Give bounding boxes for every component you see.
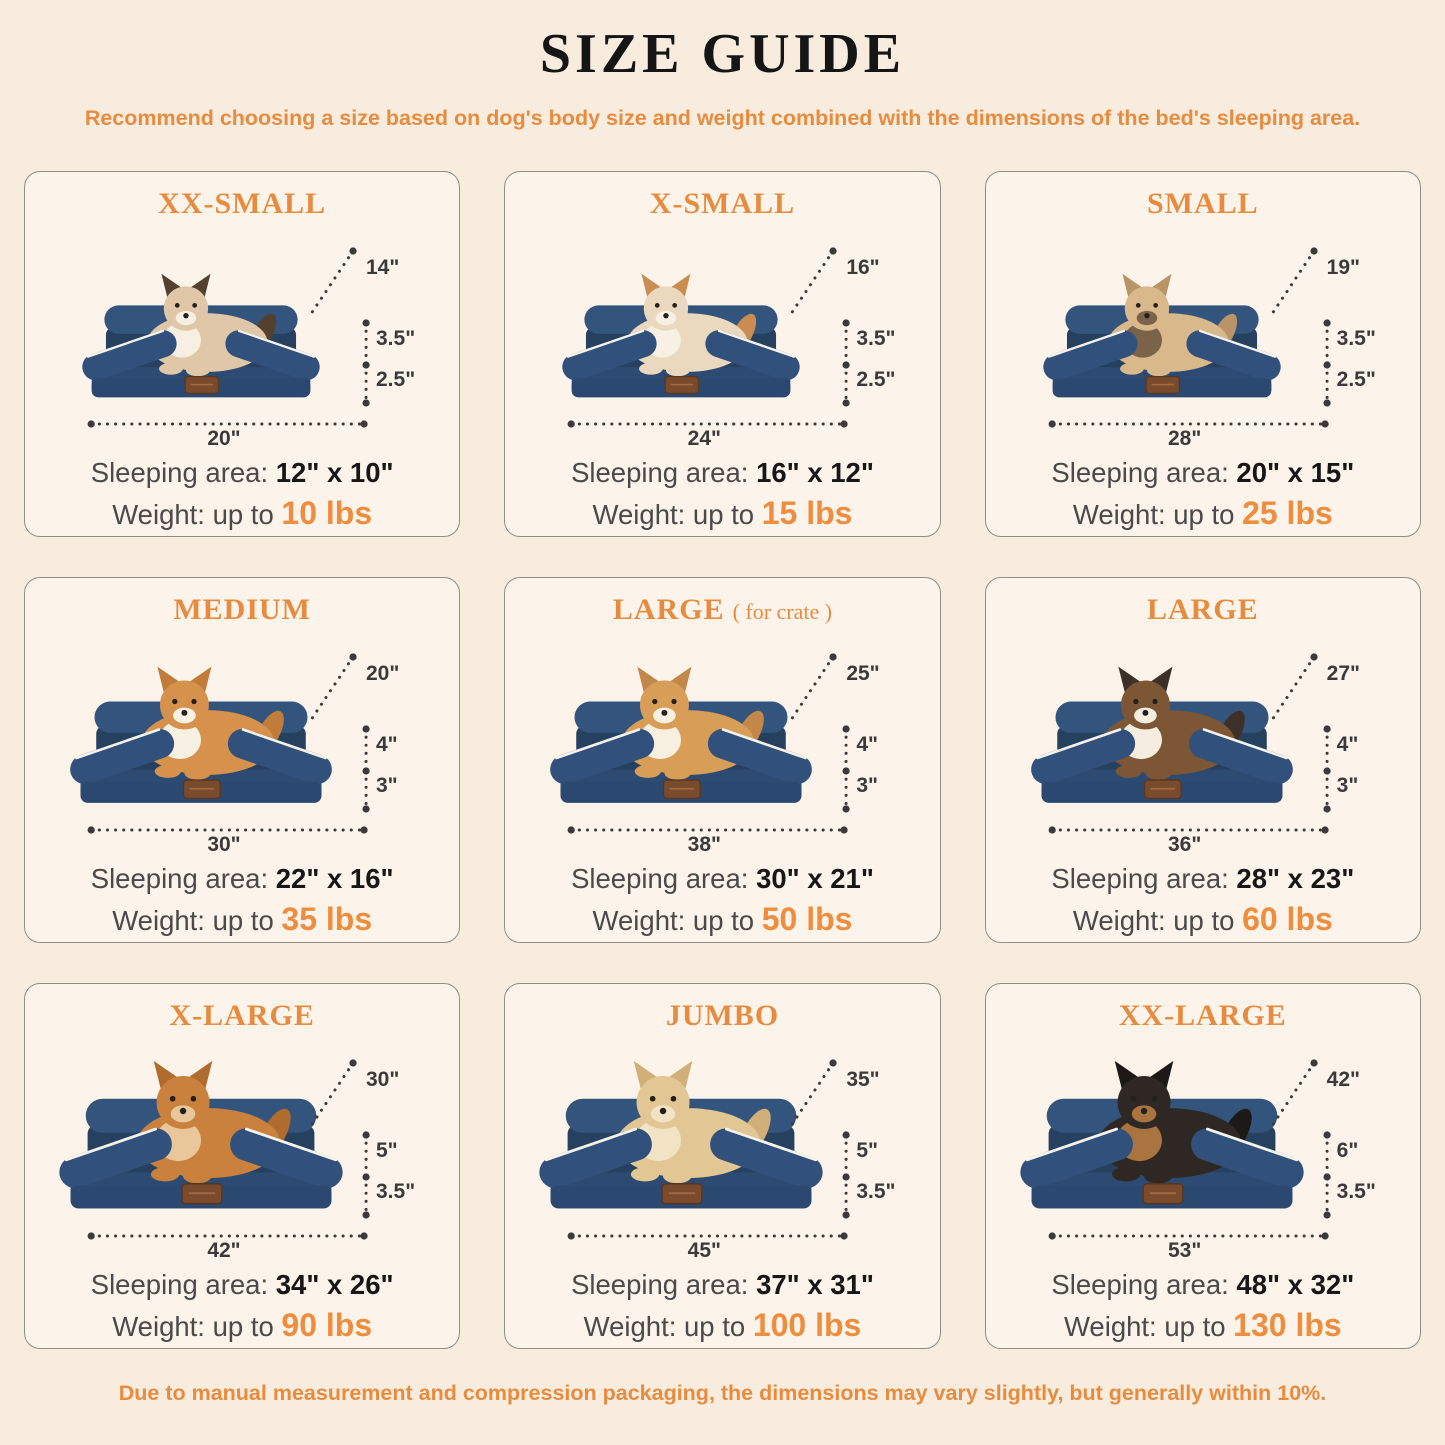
- sleeping-area-value: 34" x 26": [275, 1269, 394, 1300]
- size-name: X-SMALL: [649, 187, 796, 220]
- size-card-title: [519, 998, 925, 1038]
- size-name: JUMBO: [665, 999, 780, 1032]
- header: [0, 0, 1445, 131]
- width-dim-label: 24": [687, 427, 721, 450]
- weight-value: 25 lbs: [1242, 495, 1333, 531]
- size-card-title: [39, 592, 445, 632]
- size-name: LARGE: [1146, 593, 1259, 626]
- bed-scene: [1000, 1038, 1406, 1266]
- weight-value: 15 lbs: [761, 495, 853, 531]
- depth-dim-label: 25": [846, 662, 880, 685]
- size-card-title: [519, 592, 925, 632]
- size-grid: [0, 131, 1445, 1349]
- width-dim-label: 36": [1167, 833, 1202, 856]
- depth-dim-line: [791, 251, 833, 314]
- size-card-title: [1000, 592, 1406, 632]
- depth-dim-label: 27": [1326, 662, 1360, 685]
- weight-value: 35 lbs: [281, 901, 373, 937]
- bed-scene: [1000, 226, 1406, 454]
- depth-dim-label: 20": [366, 662, 400, 685]
- weight-value: 10 lbs: [281, 495, 373, 531]
- bed-scene: [1000, 632, 1406, 860]
- size-card: [24, 577, 460, 943]
- depth-dim-line: [311, 251, 353, 314]
- height2-dim-label: 2.5": [856, 368, 896, 391]
- sleeping-area-label: Sleeping area:: [1051, 1269, 1229, 1300]
- page-title: SIZE GUIDE: [539, 23, 906, 85]
- size-name: XX-SMALL: [158, 187, 327, 220]
- depth-dim-label: 42": [1326, 1068, 1360, 1091]
- height1-dim-label: 3.5": [1336, 327, 1376, 350]
- weight-line: [1000, 492, 1406, 536]
- sleeping-area-value: 48" x 32": [1236, 1269, 1355, 1300]
- sleeping-area-line: [39, 860, 445, 898]
- bed-scene: [519, 1038, 925, 1266]
- size-card-title: [1000, 998, 1406, 1038]
- size-card: [504, 983, 940, 1349]
- size-card-title: [39, 186, 445, 226]
- sleeping-area-label: Sleeping area:: [1051, 863, 1229, 894]
- weight-label: Weight: up to: [112, 905, 274, 936]
- size-card: [985, 577, 1421, 943]
- size-card: [985, 171, 1421, 537]
- bed-scene: [39, 226, 445, 454]
- width-dim-label: 38": [687, 833, 721, 856]
- sleeping-area-line: [39, 1266, 445, 1304]
- bed-scene: [39, 1038, 445, 1266]
- weight-line: [519, 492, 925, 536]
- weight-line: [39, 492, 445, 536]
- size-card: [24, 983, 460, 1349]
- width-dim-label: 42": [207, 1239, 241, 1262]
- bed-scene: [519, 632, 925, 860]
- weight-label: Weight: up to: [1063, 1311, 1226, 1342]
- height2-dim-label: 2.5": [376, 368, 416, 391]
- depth-dim-line: [791, 1063, 833, 1126]
- weight-label: Weight: up to: [592, 905, 755, 936]
- weight-value: 50 lbs: [761, 901, 853, 937]
- height2-dim-label: 2.5": [1336, 368, 1376, 391]
- size-card-title: [519, 186, 925, 226]
- sleeping-area-value: 20" x 15": [1236, 457, 1355, 488]
- page-subtitle: Recommend choosing a size based on dog's body size and weight combined with the dimensions of the bed's sleeping area.: [84, 106, 1361, 130]
- sleeping-area-value: 12" x 10": [275, 457, 394, 488]
- depth-dim-label: 35": [846, 1068, 880, 1091]
- size-name-note: ( for crate ): [732, 599, 833, 624]
- depth-dim-line: [311, 1063, 353, 1126]
- height1-dim-label: 5": [376, 1139, 398, 1162]
- weight-line: [519, 898, 925, 942]
- weight-label: Weight: up to: [112, 499, 274, 530]
- weight-line: [39, 898, 445, 942]
- sleeping-area-label: Sleeping area:: [571, 1269, 749, 1300]
- sleeping-area-value: 16" x 12": [756, 457, 874, 488]
- size-name: XX-LARGE: [1118, 999, 1287, 1032]
- size-name: X-LARGE: [169, 999, 315, 1032]
- depth-dim-line: [791, 657, 833, 720]
- size-name: LARGE: [612, 593, 725, 626]
- sleeping-area-line: [519, 454, 925, 492]
- sleeping-area-label: Sleeping area:: [571, 457, 749, 488]
- height2-dim-label: 3.5": [1336, 1180, 1376, 1203]
- depth-dim-line: [1272, 251, 1314, 314]
- weight-label: Weight: up to: [1072, 905, 1235, 936]
- sleeping-area-label: Sleeping area:: [571, 863, 749, 894]
- depth-dim-label: 16": [846, 256, 880, 279]
- depth-dim-line: [1272, 1063, 1314, 1126]
- weight-line: [519, 1304, 925, 1348]
- height1-dim-label: 5": [856, 1139, 878, 1162]
- width-dim-label: 45": [687, 1239, 721, 1262]
- sleeping-area-value: 28" x 23": [1236, 863, 1355, 894]
- weight-value: 90 lbs: [281, 1307, 373, 1343]
- weight-value: 130 lbs: [1233, 1307, 1342, 1343]
- depth-dim-label: 19": [1326, 256, 1360, 279]
- depth-dim-label: 14": [366, 256, 400, 279]
- sleeping-area-line: [519, 1266, 925, 1304]
- sleeping-area-value: 30" x 21": [756, 863, 874, 894]
- height2-dim-label: 3": [1336, 774, 1359, 797]
- weight-label: Weight: up to: [583, 1311, 746, 1342]
- bed-scene: [519, 226, 925, 454]
- weight-label: Weight: up to: [592, 499, 755, 530]
- sleeping-area-line: [1000, 454, 1406, 492]
- footnote: Due to manual measurement and compression packaging, the dimensions may vary slightly, but generally within 10%.: [118, 1381, 1327, 1405]
- height1-dim-label: 6": [1336, 1139, 1359, 1162]
- sleeping-area-line: [1000, 860, 1406, 898]
- sleeping-area-line: [1000, 1266, 1406, 1304]
- size-card: [24, 171, 460, 537]
- height2-dim-label: 3.5": [856, 1180, 896, 1203]
- size-card: [504, 171, 940, 537]
- sleeping-area-line: [519, 860, 925, 898]
- height2-dim-label: 3.5": [376, 1180, 416, 1203]
- size-card: [504, 577, 940, 943]
- weight-line: [1000, 898, 1406, 942]
- height1-dim-label: 3.5": [376, 327, 416, 350]
- weight-value: 60 lbs: [1242, 901, 1333, 937]
- weight-label: Weight: up to: [1072, 499, 1235, 530]
- sleeping-area-label: Sleeping area:: [1051, 457, 1229, 488]
- height1-dim-label: 3.5": [856, 327, 896, 350]
- sleeping-area-label: Sleeping area:: [90, 1269, 269, 1300]
- sleeping-area-value: 22" x 16": [275, 863, 394, 894]
- size-card-title: [1000, 186, 1406, 226]
- size-name: SMALL: [1146, 187, 1259, 220]
- depth-dim-line: [1272, 657, 1314, 720]
- sleeping-area-label: Sleeping area:: [90, 457, 269, 488]
- width-dim-label: 20": [207, 427, 241, 450]
- sleeping-area-value: 37" x 31": [756, 1269, 874, 1300]
- sleeping-area-line: [39, 454, 445, 492]
- width-dim-label: 30": [207, 833, 241, 856]
- height2-dim-label: 3": [856, 774, 878, 797]
- weight-value: 100 lbs: [752, 1307, 862, 1343]
- width-dim-label: 28": [1167, 427, 1202, 450]
- height1-dim-label: 4": [1336, 733, 1359, 756]
- bed-scene: [39, 632, 445, 860]
- height2-dim-label: 3": [376, 774, 398, 797]
- depth-dim-line: [311, 657, 353, 720]
- depth-dim-label: 30": [366, 1068, 400, 1091]
- size-card-title: [39, 998, 445, 1038]
- weight-label: Weight: up to: [112, 1311, 274, 1342]
- size-name: MEDIUM: [173, 593, 311, 626]
- height1-dim-label: 4": [856, 733, 878, 756]
- height1-dim-label: 4": [376, 733, 398, 756]
- sleeping-area-label: Sleeping area:: [90, 863, 269, 894]
- weight-line: [39, 1304, 445, 1348]
- weight-line: [1000, 1304, 1406, 1348]
- width-dim-label: 53": [1167, 1239, 1202, 1262]
- size-card: [985, 983, 1421, 1349]
